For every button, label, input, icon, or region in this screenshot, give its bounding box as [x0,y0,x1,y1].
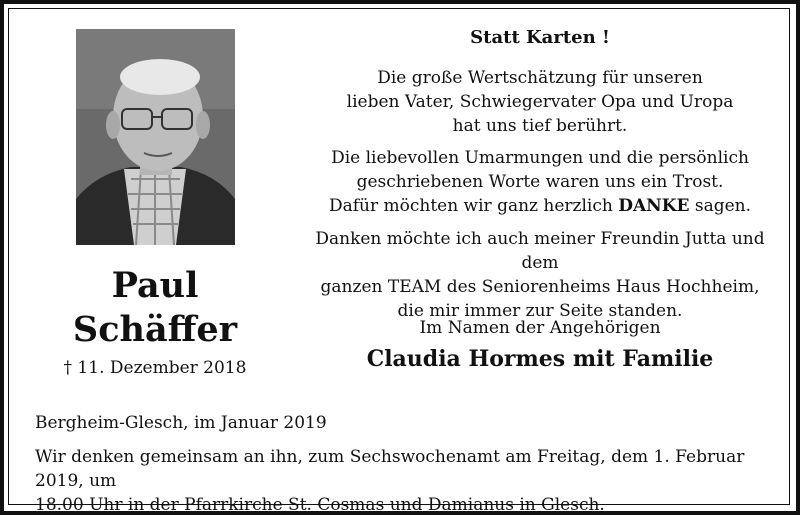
text-span: Dafür möchten wir ganz herzlich [328,196,619,216]
death-date: † 11. Dezember 2018 [63,358,247,378]
text-line: Die große Wertschätzung für unseren [377,68,703,88]
text-line: 18.00 Uhr in der Pfarrkirche St. Cosmas und Damianus in Glesch. [35,495,605,515]
text-line: Wir denken gemeinsam an ihn, zum Sechswochenamt am Freitag, dem 1. Februar 2019, um [35,447,745,491]
text-span: sagen. [689,196,752,216]
text-line: geschriebenen Worte waren uns ein Trost. [356,172,724,192]
text-line: die mir immer zur Seite standen. [397,301,683,321]
text-line: Danken möchte ich auch meiner Freundin Jutta und dem [315,229,765,273]
thanks-paragraph-2 [305,146,775,218]
portrait-photo [76,29,235,245]
place-date: Bergheim-Glesch, im Januar 2019 [35,413,327,433]
text-line: lieben Vater, Schwiegervater Opa und Uropa [346,92,734,112]
signature-intro: Im Namen der Angehörigen [419,318,661,338]
signature-names: Claudia Hormes mit Familie [366,346,714,372]
deceased-last-name: Schäffer [72,309,238,350]
danke-emphasis: DANKE [618,196,690,216]
text-line: Die liebevollen Umarmungen und die persönlich [331,148,749,168]
thanks-paragraph-3 [305,227,775,323]
deceased-first-name: Paul [111,265,199,306]
text-line: ganzen TEAM des Seniorenheims Haus Hochheim, [320,277,760,297]
text-line-danke [305,194,775,218]
service-notice [35,445,775,517]
text-line: hat uns tief berührt. [452,116,628,136]
thanks-paragraph-1 [305,66,775,138]
heading: Statt Karten ! [470,27,610,48]
